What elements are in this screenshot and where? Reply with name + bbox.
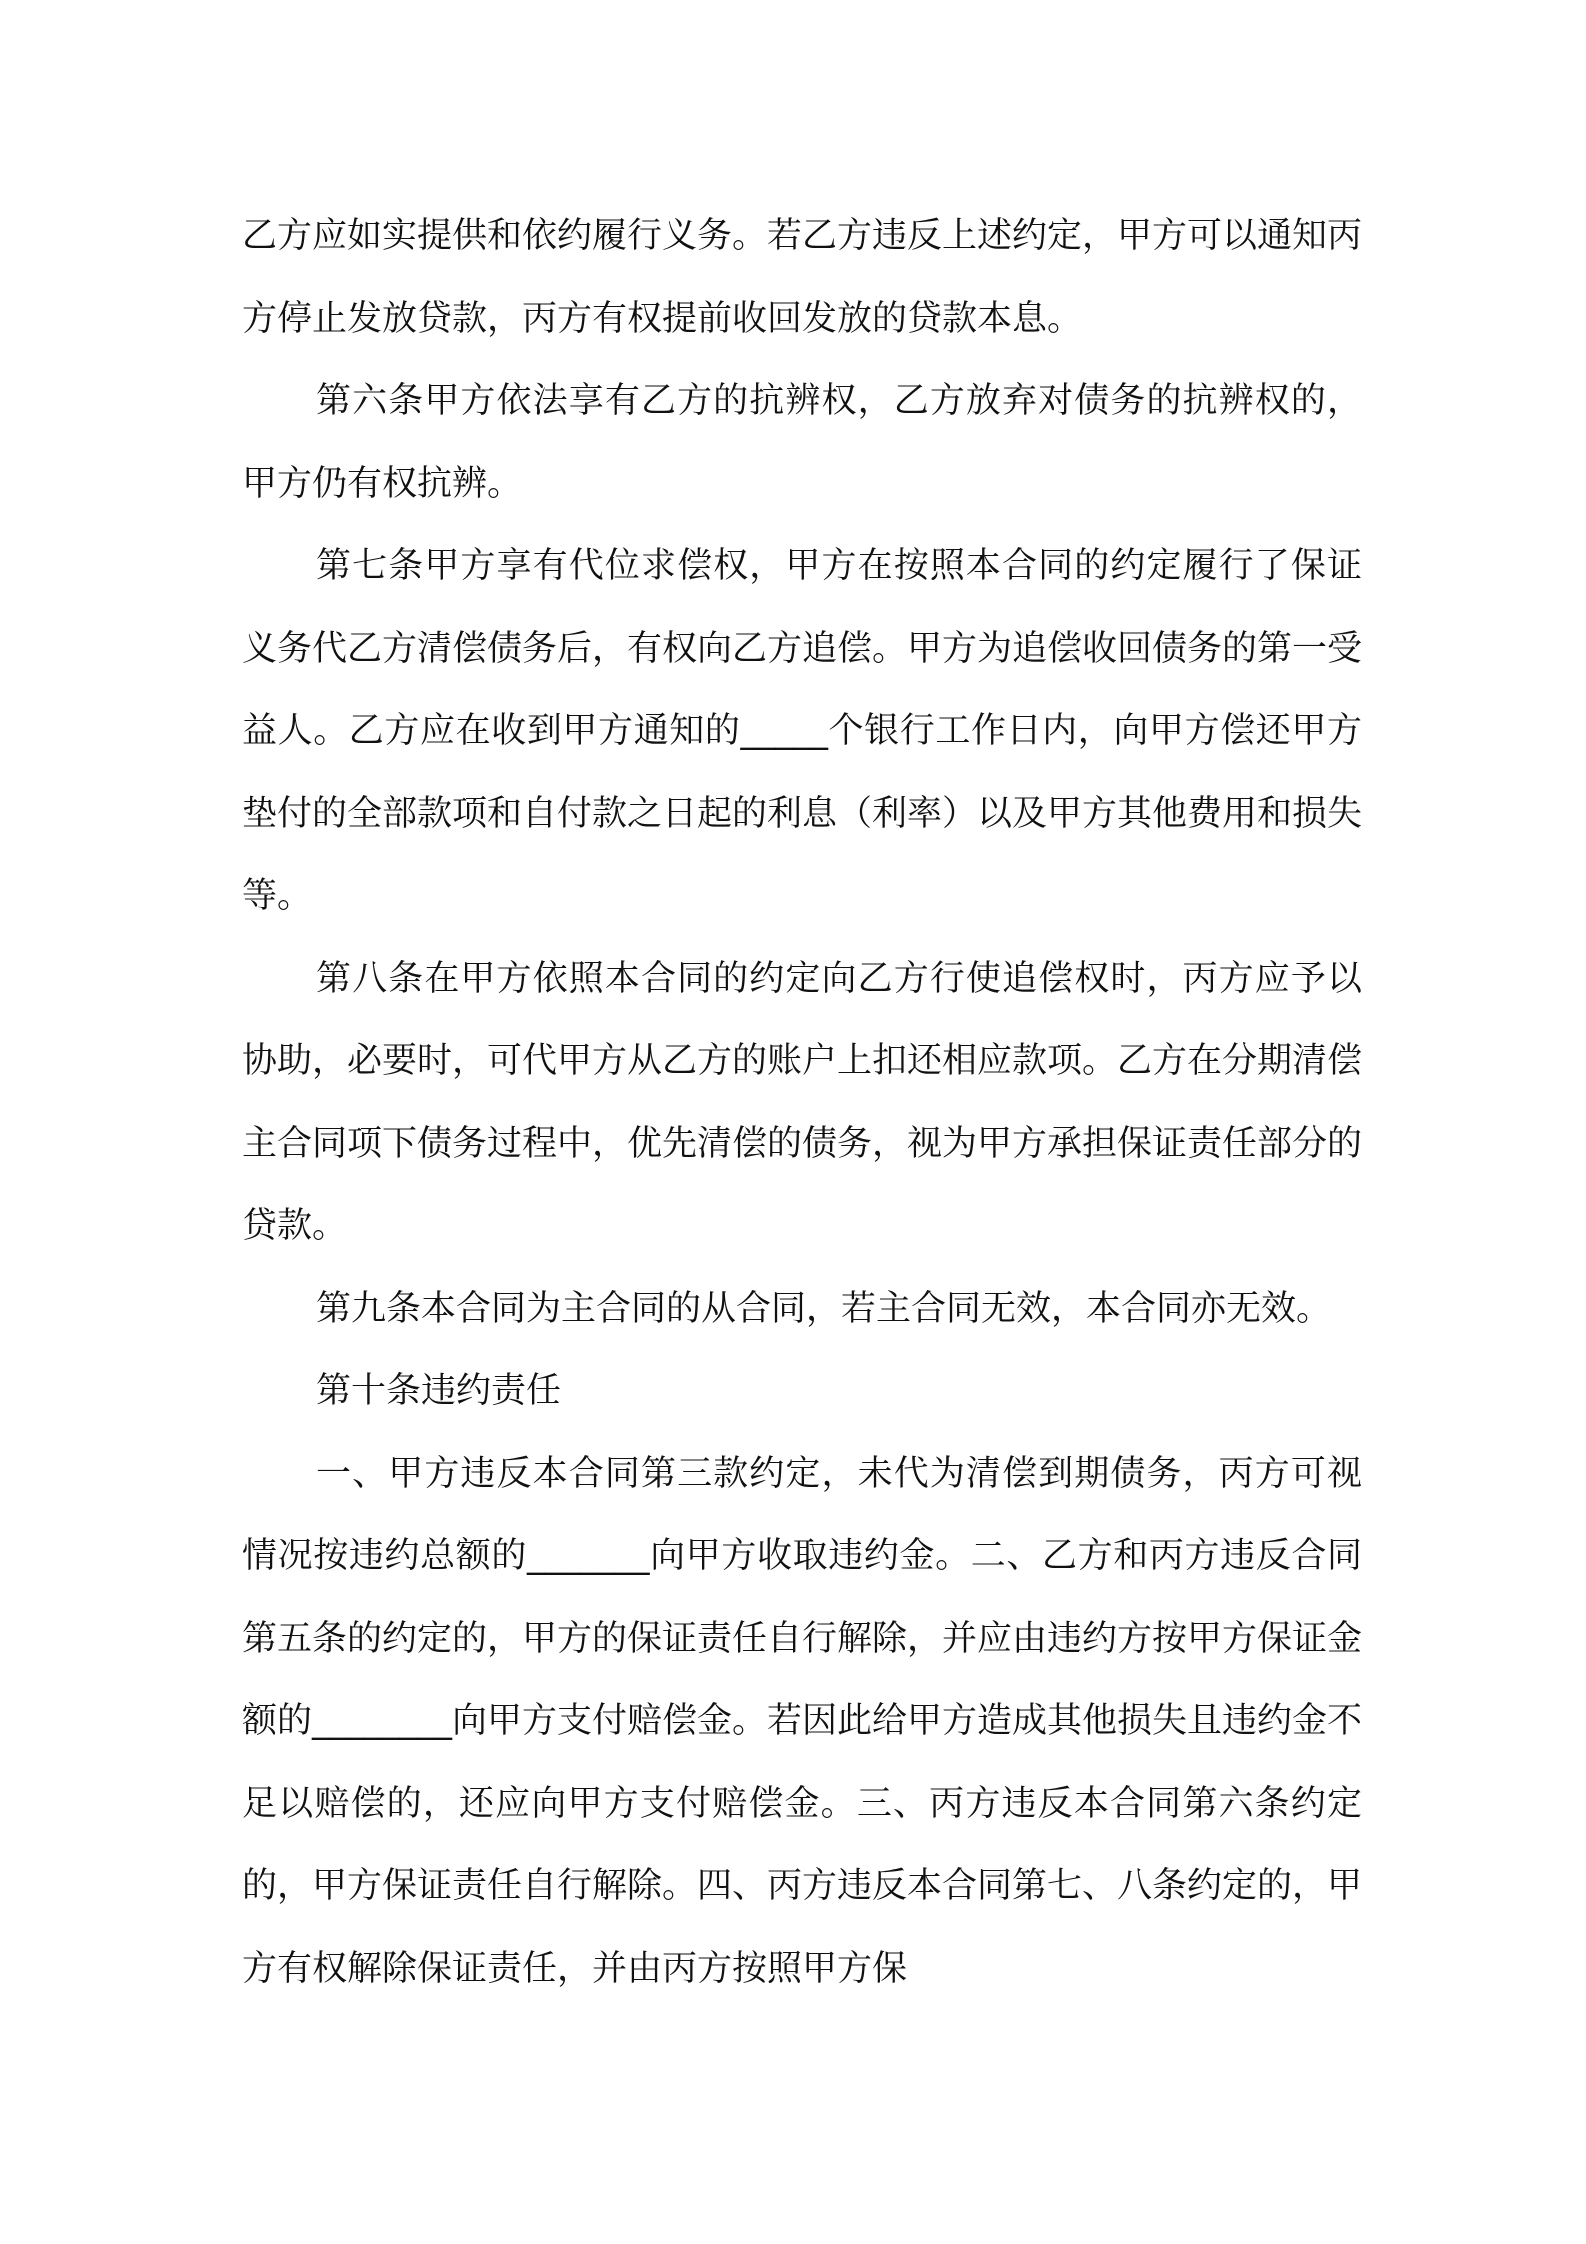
paragraph-article-7: 第七条甲方享有代位求偿权，甲方在按照本合同的约定履行了保证义务代乙方清偿债务后，有权向乙方追偿。甲方为追偿收回债务的第一受益人。乙方应在收到甲方通知的_____个银行工作日内，向甲方偿还甲方垫付的全部款项和自付款之日起的利息（利率）以及甲方其他费用和损失等。 xyxy=(242,546,1363,916)
paragraph-article-8: 第八条在甲方依照本合同的约定向乙方行使追偿权时，丙方应予以协助，必要时，可代甲方从乙方的账户上扣还相应款项。乙方在分期清偿主合同项下债务过程中，优先清偿的债务，视为甲方承担保证责任部分的贷款。 xyxy=(242,958,1363,1246)
paragraph-article-10-heading: 第十条违约责任 xyxy=(316,1371,562,1411)
document-body xyxy=(242,195,1362,2010)
paragraph-continuation: 乙方应如实提供和依约履行义务。若乙方违反上述约定，甲方可以通知丙方停止发放贷款，丙方有权提前收回发放的贷款本息。 xyxy=(242,216,1363,339)
paragraph-article-10-body: 一、甲方违反本合同第三款约定，未代为清偿到期债务，丙方可视情况按违约总额的_______向甲方收取违约金。二、乙方和丙方违反合同第五条的约定的，甲方的保证责任自行解除，并应由违约方按甲方保证金额的________向甲方支付赔偿金。若因此给甲方造成其他损失且违约金不足以赔偿的，还应向甲方支付赔偿金。三、丙方违反本合同第六条约定的，甲方保证责任自行解除。四、丙方违反本合同第七、八条约定的，甲方有权解除保证责任，并由丙方按照甲方保 xyxy=(242,1453,1363,1989)
paragraph-article-9: 第九条本合同为主合同的从合同，若主合同无效，本合同亦无效。 xyxy=(316,1288,1332,1329)
paragraph-article-6: 第六条甲方依法享有乙方的抗辨权，乙方放弃对债务的抗辨权的，甲方仍有权抗辨。 xyxy=(242,381,1362,504)
